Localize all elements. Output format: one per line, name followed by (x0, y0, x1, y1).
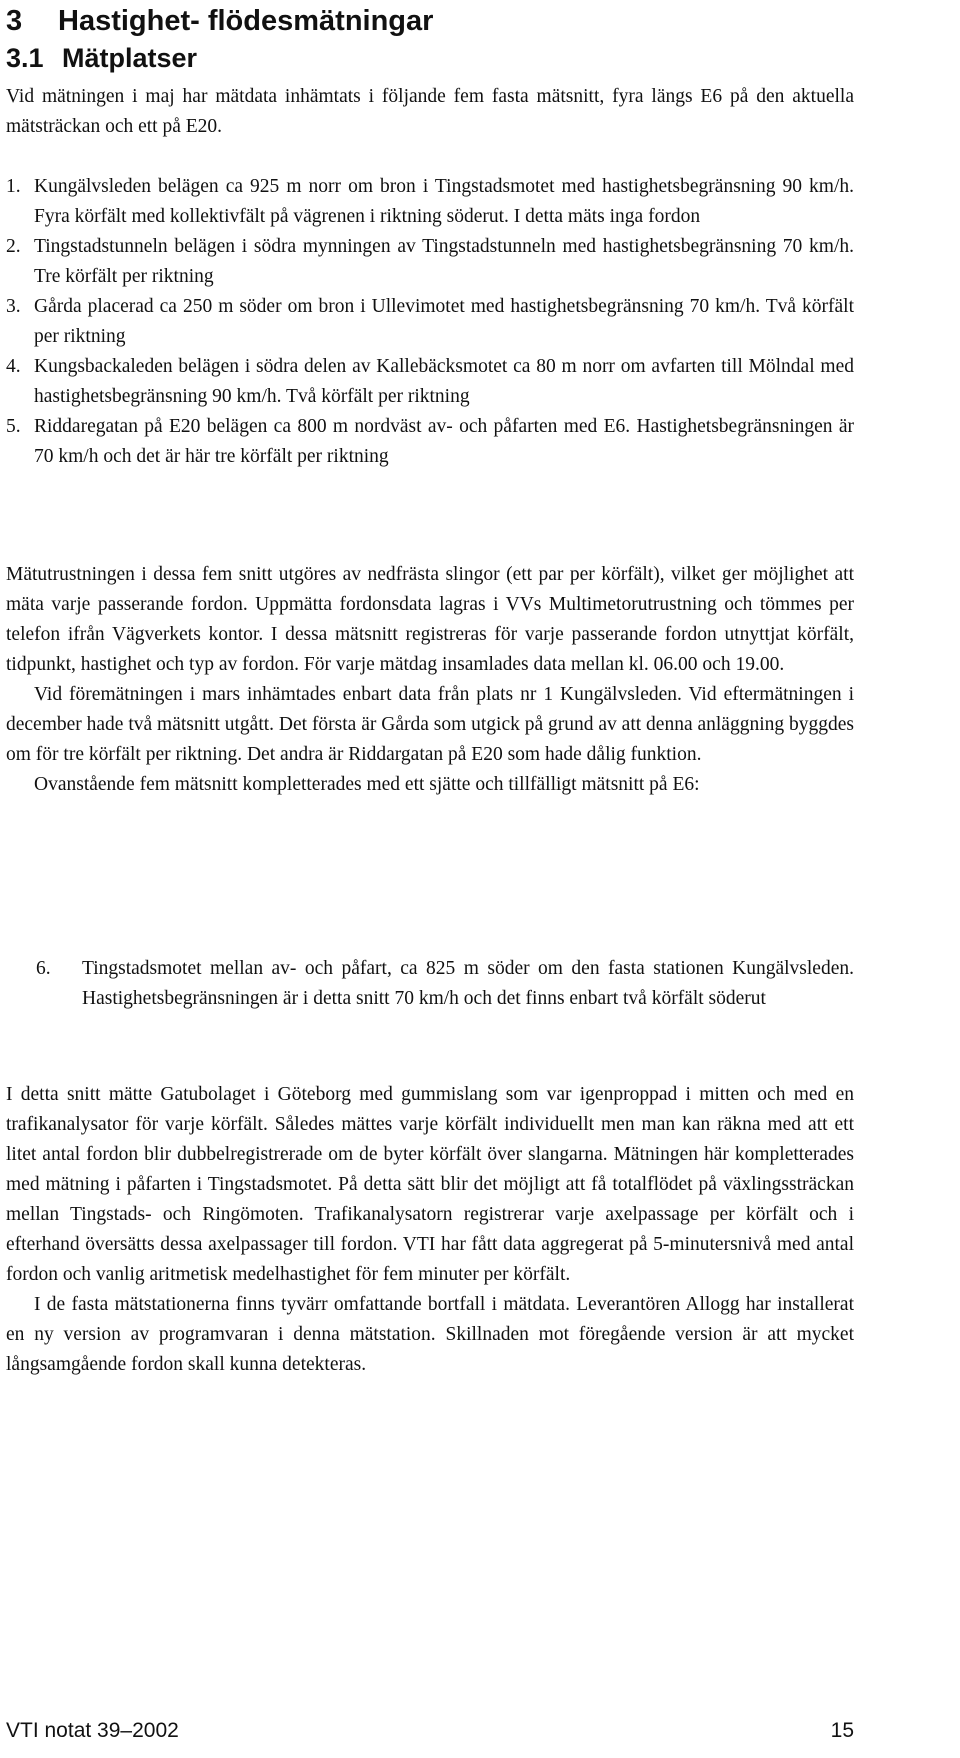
gatubolaget-block (6, 1080, 854, 1380)
chapter-number: 3 (6, 5, 23, 37)
equipment-paragraph: Mätutrustningen i dessa fem snitt utgöres av nedfrästa slingor (ett par per körfält), vilket ger möjlighet att mäta varje passerande fordon. Uppmätta fordonsdata lagras i VVs Multimetorutrustning och tömmes per telefon ifrån Vägverkets kontor. I dessa mätsnitt registreras för varje passerande fordon utnyttjat körfält, tidpunkt, hastighet och typ av fordon. För varje mätdag insamlades data mellan kl. 06.00 och 19.00. (6, 564, 854, 675)
list-item-number: 3. (6, 296, 21, 317)
list-item (6, 292, 854, 352)
list-item-text: Riddaregatan på E20 belägen ca 800 m nordväst av- och påfarten med E6. Hastighetsbegränsningen är 70 km/h och det är här tre körfält per riktning (34, 416, 854, 467)
list-item-number: 5. (6, 416, 21, 437)
chapter-heading (6, 4, 433, 38)
section-title: Mätplatser (62, 43, 198, 73)
list-item (6, 352, 854, 412)
list-item-text: Tingstadstunneln belägen i södra mynningen av Tingstadstunneln med hastighetsbegränsning 70 km/h. Tre körfält per riktning (34, 236, 854, 287)
list-item (6, 412, 854, 472)
list-item-number: 2. (6, 236, 21, 257)
intro-paragraph: Vid mätningen i maj har mätdata inhämtats i följande fem fasta mätsnitt, fyra längs E6 på den aktuella mätsträckan och ett på E20. (6, 86, 854, 137)
list-item-number: 4. (6, 356, 21, 377)
list-item-text: Gårda placerad ca 250 m söder om bron i Ullevimotet med hastighetsbegränsning 70 km/h. Två körfält per riktning (34, 296, 854, 347)
list-item (6, 954, 854, 1014)
footer-report-id: VTI notat 39–2002 (6, 1719, 179, 1742)
section-heading (6, 42, 197, 74)
chapter-title: Hastighet- flödesmätningar (58, 5, 434, 37)
list-item-number: 6. (36, 958, 51, 979)
list-item (6, 232, 854, 292)
list-item-text: Kungälvsleden belägen ca 925 m norr om bron i Tingstadsmotet med hastighetsbegränsning 90 km/h. Fyra körfält med kollektivfält på vägrenen i riktning söderut. I detta mäts inga fordon (34, 176, 854, 227)
sites-list (6, 172, 854, 472)
sites-list-block (6, 172, 854, 472)
list-item-text: Kungsbackaleden belägen i södra delen av Kallebäcksmotet ca 80 m norr om avfarten till Mölndal med hastighetsbegränsning 90 km/h. Två körfält per riktning (34, 356, 854, 407)
intro-block (6, 82, 854, 142)
site6-block (6, 954, 854, 1014)
list-item-number: 1. (6, 176, 21, 197)
bortfall-paragraph: I de fasta mätstationerna finns tyvärr omfattande bortfall i mätdata. Leverantören Allogg har installerat en ny version av programvaran i denna mätstation. Skillnaden mot föregående version är att mycket långsamgående fordon skall kunna detekteras. (6, 1294, 854, 1375)
list-item (6, 172, 854, 232)
site6-list (6, 954, 854, 1014)
page-number: 15 (830, 1719, 854, 1742)
list-item-text: Tingstadsmotet mellan av- och påfart, ca 825 m söder om den fasta stationen Kungälvsleden. Hastighetsbegränsningen är i detta snitt 70 km/h och det finns enbart två körfält söderut (82, 958, 854, 1009)
equipment-block (6, 560, 854, 800)
gatubolaget-paragraph: I detta snitt mätte Gatubolaget i Göteborg med gummislang som var igenproppad i mitten och med en trafikanalysator för varje körfält. Således mättes varje körfält individuellt men man kan räkna med att ett litet antal fordon blir dubbelregistrerade om de byter körfält över slangarna. Mätningen här kompletterades med mätning i påfarten i Tingstadsmotet. På detta sätt blir det möjligt att få totalflödet på växlingssträckan mellan Tingstads- och Ringömoten. Trafikanalysatorn registrerar varje axelpassage per körfält och i efterhand översätts dessa axelpassager till fordon. VTI har fått data aggregerat på 5-minutersnivå med antal fordon och vanlig aritmetisk medelhastighet för fem minuter per körfält. (6, 1084, 854, 1285)
before-measurement-paragraph: Vid föremätningen i mars inhämtades enbart data från plats nr 1 Kungälvsleden. Vid eftermätningen i december hade två mätsnitt utgått. Det första är Gårda som utgick på grund av att denna anläggning byggdes om för tre körfält per riktning. Det andra är Riddargatan på E20 som hade dålig funktion. (6, 684, 854, 765)
section-number: 3.1 (6, 43, 44, 73)
complement-paragraph: Ovanstående fem mätsnitt kompletterades med ett sjätte och tillfälligt mätsnitt på E6: (34, 774, 700, 795)
